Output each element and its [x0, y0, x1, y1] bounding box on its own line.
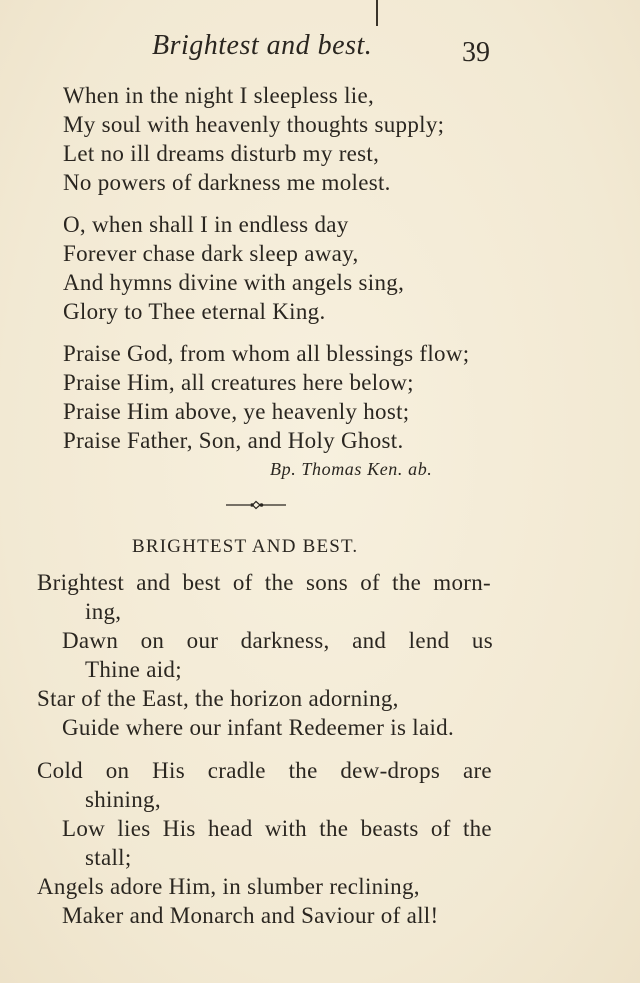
hymn1-line: No powers of darkness me molest.: [63, 170, 391, 195]
line-word: on: [140, 628, 165, 653]
hymn1-line: Praise Him above, ye heavenly host;: [63, 399, 410, 424]
hymn2-line-turnover: shining,: [85, 787, 161, 812]
hymn2-line: [62, 628, 493, 654]
hymn1-line: O, when shall I in endless day: [63, 212, 349, 237]
line-word: of: [360, 570, 380, 595]
line-word: sons: [305, 570, 349, 595]
line-word: us: [471, 628, 493, 653]
line-word: with: [264, 816, 307, 841]
hymn2-line: Angels adore Him, in slumber reclining,: [37, 874, 420, 899]
line-word: and: [352, 628, 387, 653]
line-word: darkness,: [240, 628, 330, 653]
line-word: our: [186, 628, 219, 653]
line-word: of: [430, 816, 451, 841]
line-word: lies: [117, 816, 151, 841]
line-word: and: [136, 570, 171, 595]
hymn1-line: Praise God, from whom all blessings flow;: [63, 341, 470, 366]
hymn2-line: [37, 758, 492, 784]
line-word: His: [162, 816, 196, 841]
line-word: Brightest: [37, 570, 125, 595]
line-word: the: [264, 570, 294, 595]
line-word: His: [152, 758, 185, 783]
line-word: best: [182, 570, 221, 595]
line-word: Cold: [37, 758, 83, 783]
line-word: the: [462, 816, 492, 841]
hymn2-line: [62, 816, 492, 842]
hymn2-line: Star of the East, the horizon adorning,: [37, 686, 399, 711]
hymn2-line: Maker and Monarch and Saviour of all!: [62, 903, 439, 928]
line-word: cradle: [207, 758, 266, 783]
hymn2-line: [37, 570, 491, 596]
hymn2-line-turnover: ing,: [85, 599, 122, 624]
line-word: on: [105, 758, 130, 783]
hymn-title: BRIGHTEST AND BEST.: [132, 536, 359, 557]
hymn1-line: My soul with heavenly thoughts supply;: [63, 112, 445, 137]
line-word: dew-drops: [340, 758, 441, 783]
hymn1-line: Praise Father, Son, and Holy Ghost.: [63, 428, 404, 453]
line-word: Dawn: [62, 628, 119, 653]
line-word: are: [462, 758, 492, 783]
line-word: Low: [62, 816, 106, 841]
running-title: Brightest and best.: [152, 30, 373, 61]
line-word: beasts: [360, 816, 419, 841]
line-word: morn-: [433, 570, 491, 595]
hymn2-line: Guide where our infant Redeemer is laid.: [62, 715, 455, 740]
line-word: the: [392, 570, 422, 595]
hymn1-line: When in the night I sleepless lie,: [63, 83, 375, 108]
line-word: the: [288, 758, 318, 783]
line-word: head: [207, 816, 253, 841]
attribution: Bp. Thomas Ken. ab.: [270, 459, 433, 479]
line-word: the: [319, 816, 349, 841]
hymn1-line: Praise Him, all creatures here below;: [63, 370, 414, 395]
hymn1-line: Let no ill dreams disturb my rest,: [63, 141, 380, 166]
line-word: of: [232, 570, 253, 595]
hymn1-line: Forever chase dark sleep away,: [63, 241, 359, 266]
hymn2-line-turnover: stall;: [85, 845, 132, 870]
page-gutter-mark: [376, 0, 378, 26]
ornament-divider: [226, 497, 286, 513]
hymn2-line-turnover: Thine aid;: [85, 657, 182, 682]
line-word: lend: [408, 628, 450, 653]
hymn1-line: Glory to Thee eternal King.: [63, 299, 326, 324]
page-number: 39: [462, 37, 490, 68]
hymn1-line: And hymns divine with angels sing,: [63, 270, 405, 295]
